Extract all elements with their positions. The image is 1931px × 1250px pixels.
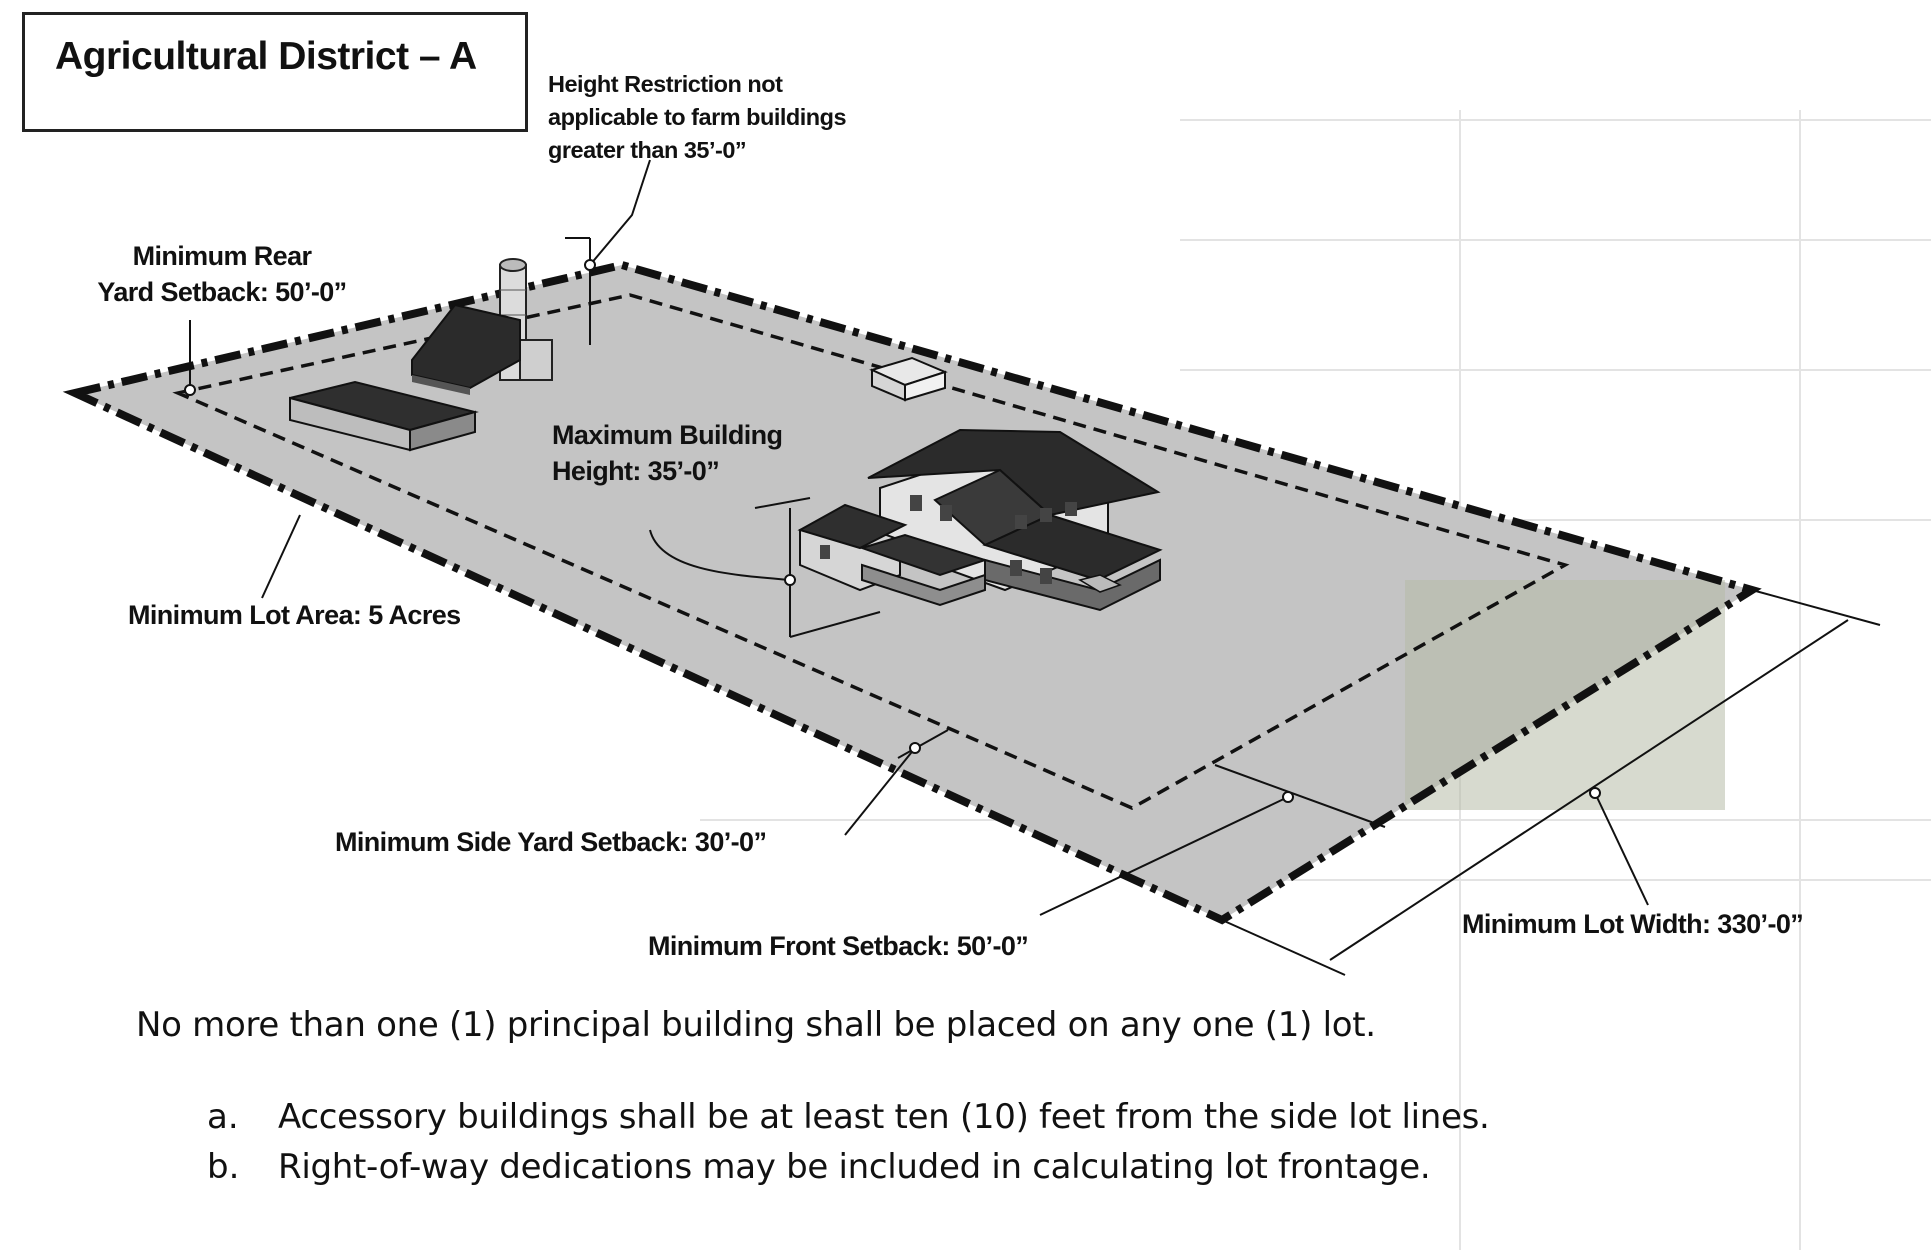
callout-line: greater than 35’-0” xyxy=(548,137,747,163)
height-restriction-callout xyxy=(548,68,846,167)
callout-line: Height Restriction not xyxy=(548,71,783,97)
lot-width-callout: Minimum Lot Width: 330’-0” xyxy=(1462,909,1804,939)
accessory-building-note: Accessory buildings shall be at least ten (10) feet from the side lot lines. xyxy=(278,1097,1490,1137)
callout-line: Maximum Building xyxy=(552,420,783,450)
rear-setback-callout xyxy=(72,238,372,310)
title-box xyxy=(22,12,528,132)
note-marker: a. xyxy=(207,1097,239,1137)
callout-line: Yard Setback: 50’-0” xyxy=(97,277,347,307)
lot-area-callout: Minimum Lot Area: 5 Acres xyxy=(128,600,461,630)
note-marker: b. xyxy=(207,1147,240,1187)
front-setback-callout: Minimum Front Setback: 50’-0” xyxy=(648,931,1029,961)
callout-line: applicable to farm buildings xyxy=(548,104,847,130)
callout-line: Minimum Rear xyxy=(132,241,312,271)
callout-line: Height: 35’-0” xyxy=(552,456,720,486)
diagram-title: Agricultural District – A xyxy=(55,35,477,78)
principal-building-note: No more than one (1) principal building shall be placed on any one (1) lot. xyxy=(136,1005,1376,1045)
side-setback-callout: Minimum Side Yard Setback: 30’-0” xyxy=(335,827,767,857)
right-of-way-note: Right-of-way dedications may be included in calculating lot frontage. xyxy=(278,1147,1431,1187)
max-height-callout xyxy=(552,417,782,489)
